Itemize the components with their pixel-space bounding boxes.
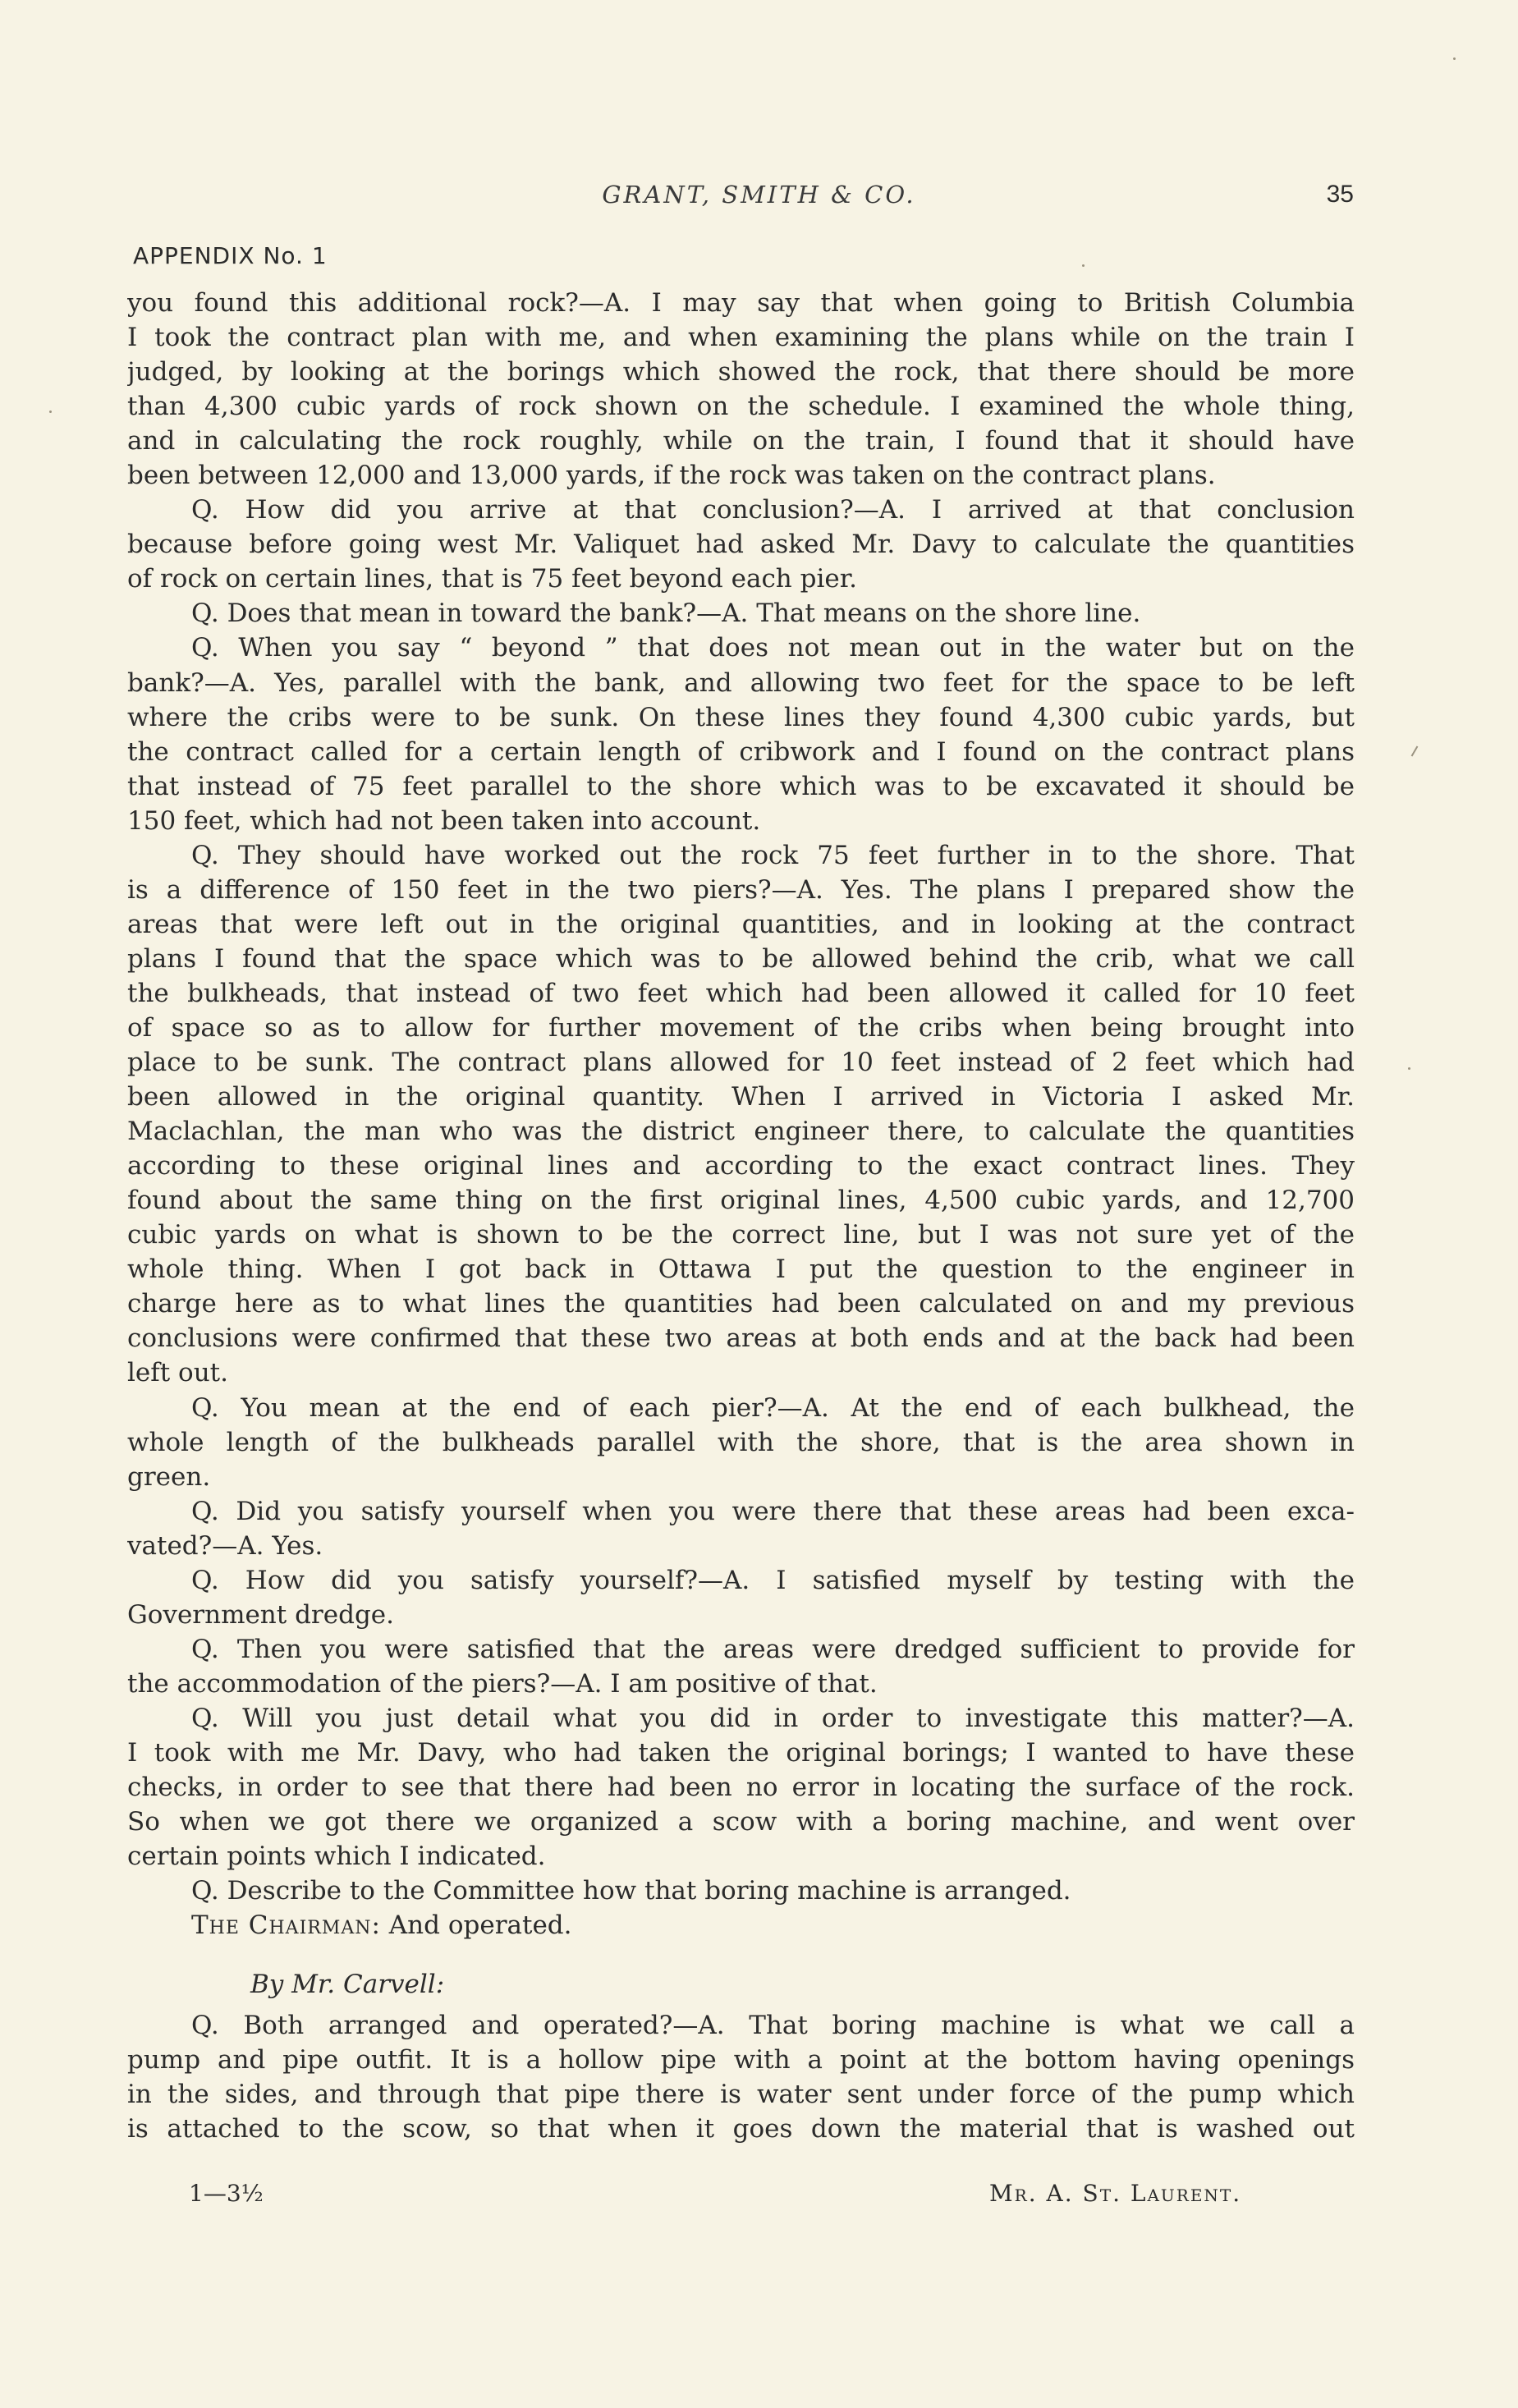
body-line: Maclachlan, the man who was the district engineer there, to calculate the quantities (127, 1117, 1355, 1147)
body-line: I took the contract plan with me, and when examining the plans while on the train I (127, 323, 1355, 353)
body-line: been allowed in the original quantity. When I arrived in Victoria I asked Mr. (127, 1082, 1355, 1112)
body-line: the contract called for a certain length of cribwork and I found on the contract plans (127, 736, 1355, 767)
body-line: judged, by looking at the borings which showed the rock, that there should be more (127, 357, 1355, 388)
body-line: I took with me Mr. Davy, who had taken the original borings; I wanted to have these (127, 1737, 1355, 1768)
body-line: been between 12,000 and 13,000 yards, if the rock was taken on the contract plans. (127, 461, 1216, 491)
appendix-label: APPENDIX No. 1 (133, 242, 328, 269)
question-line: Q. Describe to the Committee how that boring machine is arranged. (191, 1876, 1071, 1906)
body-line: in the sides, and through that pipe there is water sent under force of the pump which (127, 2080, 1355, 2110)
examiner-byline: By Mr. Carvell: (250, 1970, 445, 2000)
page-number: 35 (1326, 181, 1354, 208)
paragraph-gap (127, 1942, 1355, 1967)
body-line: left out. (127, 1358, 228, 1388)
body-line: areas that were left out in the original quantities, and in looking at the contract (127, 909, 1355, 939)
question-line: Q. Did you satisfy yourself when you were there that these areas had been exca- (191, 1496, 1355, 1526)
body-line: whole length of the bulkheads parallel with the shore, that is the area shown in (127, 1427, 1355, 1457)
question-line: Q. How did you arrive at that conclusion?—A. I arrived at that conclusion (191, 495, 1355, 525)
body-line: conclusions were confirmed that these two areas at both ends and at the back had been (127, 1323, 1355, 1354)
question-line: Q. Both arranged and operated?—A. That boring machine is what we call a (191, 2011, 1355, 2041)
body-line: vated?—A. Yes. (127, 1530, 323, 1561)
speaker-label: The Chairman: (191, 1910, 381, 1941)
body-line: Government dredge. (127, 1599, 394, 1630)
body-line: place to be sunk. The contract plans allowed for 10 feet instead of 2 feet which had (127, 1048, 1355, 1078)
page-footer (0, 2180, 1518, 2213)
body-line: whole thing. When I got back in Ottawa I put the question to the engineer in (127, 1254, 1355, 1285)
body-line: because before going west Mr. Valiquet had asked Mr. Davy to calculate the quantities (127, 530, 1355, 560)
paper-speck (49, 411, 52, 413)
body-line: charge here as to what lines the quantities had been calculated on and my previous (127, 1289, 1355, 1319)
chairman-line (127, 1908, 1355, 1942)
witness-name: Mr. A. St. Laurent. (989, 2180, 1242, 2207)
speaker-remark: And operated. (388, 1910, 572, 1941)
printer-signature-mark: 1—3½ (189, 2180, 264, 2207)
paragraph-gap (127, 2002, 1355, 2008)
body-line: of space so as to allow for further movement of the cribs when being brought into (127, 1012, 1355, 1043)
body-line: 150 feet, which had not been taken into account. (127, 805, 761, 836)
body-line: of rock on certain lines, that is 75 feet beyond each pier. (127, 564, 857, 594)
body-line: where the cribs were to be sunk. On these lines they found 4,300 cubic yards, but (127, 702, 1355, 732)
body-line: that instead of 75 feet parallel to the shore which was to be excavated it should be (127, 771, 1355, 801)
question-line: Q. Will you just detail what you did in order to investigate this matter?—A. (191, 1703, 1355, 1733)
body-line: is attached to the scow, so that when it goes down the material that is washed out (127, 2114, 1355, 2144)
body-line: bank?—A. Yes, parallel with the bank, and allowing two feet for the space to be left (127, 667, 1355, 698)
body-line: plans I found that the space which was to be allowed behind the crib, what we call (127, 943, 1355, 974)
body-line: than 4,300 cubic yards of rock shown on the schedule. I examined the whole thing, (127, 392, 1355, 422)
question-line: Q. They should have worked out the rock 75 feet further in to the shore. That (191, 840, 1355, 870)
question-line: Q. Does that mean in toward the bank?—A. That means on the shore line. (191, 599, 1141, 629)
question-line: Q. How did you satisfy yourself?—A. I satisfied myself by testing with the (191, 1565, 1355, 1595)
body-line: green. (127, 1461, 211, 1492)
question-line: Q. Then you were satisfied that the areas were dredged sufficient to provide for (191, 1634, 1355, 1664)
body-line: So when we got there we organized a scow with a boring machine, and went over (127, 1807, 1355, 1837)
body-line: and in calculating the rock roughly, while on the train, I found that it should have (127, 426, 1355, 456)
body-line: according to these original lines and according to the exact contract lines. They (127, 1151, 1355, 1181)
question-line: Q. You mean at the end of each pier?—A. At the end of each bulkhead, the (191, 1392, 1355, 1423)
testimony-body (127, 286, 1355, 2146)
body-line: the bulkheads, that instead of two feet which had been allowed it called for 10 feet (127, 978, 1355, 1008)
paper-mark (1411, 745, 1419, 756)
paper-speck (1453, 57, 1456, 60)
question-line: Q. When you say “ beyond ” that does not mean out in the water but on the (191, 633, 1355, 663)
paper-speck (1082, 264, 1085, 267)
body-line: pump and pipe outfit. It is a hollow pipe with a point at the bottom having openings (127, 2045, 1355, 2075)
body-line: certain points which I indicated. (127, 1842, 546, 1872)
body-line: found about the same thing on the first original lines, 4,500 cubic yards, and 12,700 (127, 1186, 1355, 1216)
body-line: cubic yards on what is shown to be the correct line, but I was not sure yet of the (127, 1220, 1355, 1250)
paper-speck (1408, 1067, 1410, 1070)
running-head: GRANT, SMITH & CO. (602, 181, 916, 209)
body-line: the accommodation of the piers?—A. I am positive of that. (127, 1668, 878, 1699)
body-line: is a difference of 150 feet in the two piers?—A. Yes. The plans I prepared show the (127, 874, 1355, 905)
body-line: checks, in order to see that there had been no error in locating the surface of the rock. (127, 1773, 1355, 1803)
body-line: you found this additional rock?—A. I may say that when going to British Columbia (127, 288, 1355, 318)
